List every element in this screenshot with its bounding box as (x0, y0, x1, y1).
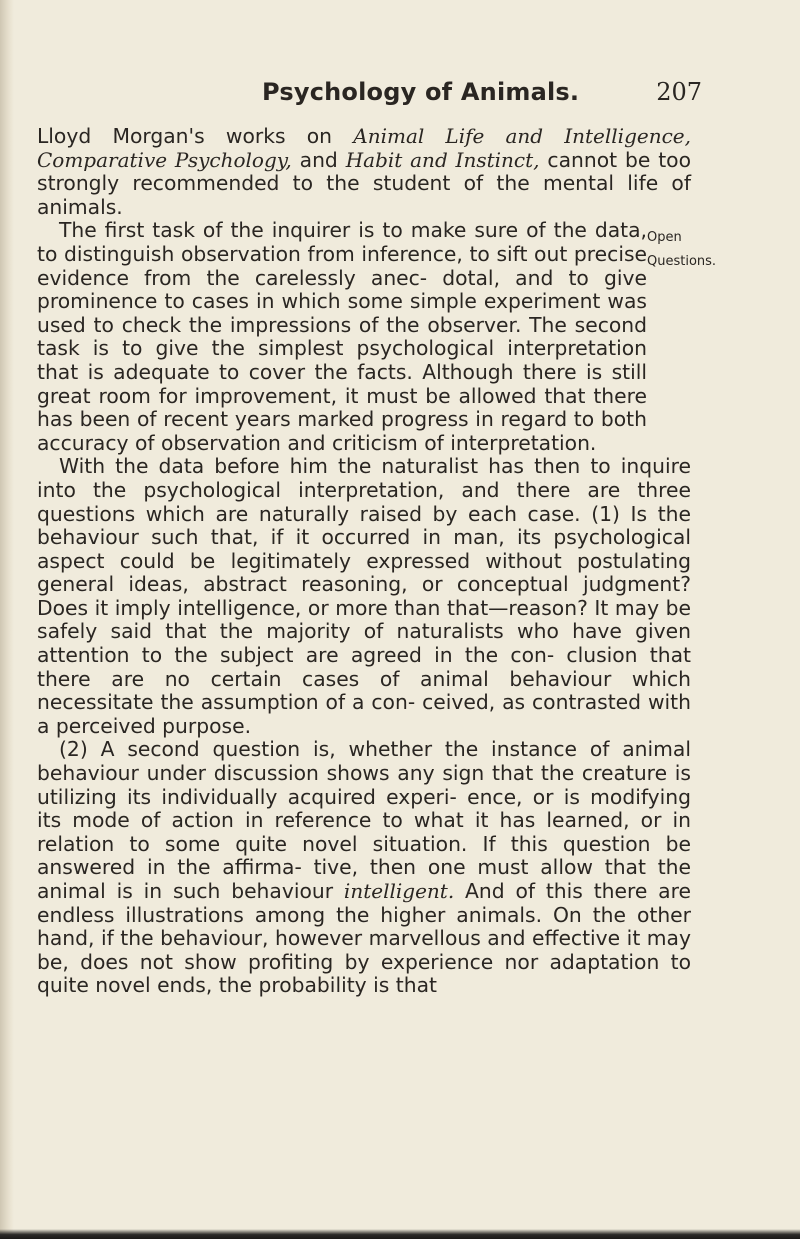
book-title-animal-life: Animal Life and Intelligence, (353, 124, 691, 148)
page-binding-shadow (0, 0, 14, 1239)
body-text (37, 125, 691, 998)
p4-text-b: And of this there are endless illustrations among the higher animals. On the other hand, if the behaviour, however marvellous and effective it may be, does not show profiting by experience nor adaptation to quite novel ends, the probability is that (37, 879, 691, 998)
paragraph-1 (37, 125, 691, 219)
book-title-comparative-psychology: Comparative Psychology, (37, 147, 292, 172)
paragraph-4 (37, 738, 691, 998)
book-title-habit-instinct: Habit and Instinct, (345, 147, 540, 172)
emphasis-intelligent: intelligent. (343, 879, 455, 903)
p1-text-a: Lloyd Morgan's works on (37, 124, 354, 148)
paragraph-3: With the data before him the naturalist has then to inquire into the psychological interpretation, and there are three questions which are naturally raised by each case. (1) Is the behaviour such that, if it occurred in man, its psychological aspect could be legitimately expressed without postulating general ideas, abstract reasoning, or conceptual judgment? Does it imply intelligence, or more than that—reason? It may be safely said that the majority of naturalists who have given attention to the subject are agreed in the con- clusion that there are no certain cases of animal behaviour which necessitate the assumption of a con- ceived, as contrasted with a perceived purpose. (37, 454, 691, 738)
p1-text-b: and (291, 147, 346, 172)
paragraph-2: The first task of the inquirer is to make sure of the data, to distinguish observation from inference, to sift out precise evidence from the carelessly anec- dotal, and to give prominence to cases in which some simple experiment was used to check the impressions of the observer. The second task is to give the simplest psychological interpretation that is adequate to cover the facts. Although there is still great room for improvement, it must be allowed that there has been of recent years marked progress in regard to both accuracy of observation and criticism of interpretation. (37, 218, 647, 455)
p1-text-c: cannot be too strongly recommended to the student of the mental life of animals. (37, 147, 691, 219)
p4-text-a: (2) A second question is, whether the instance of animal behaviour under discussion shows any sign that the creature is utilizing its individually acquired experi- ence, or is modifying its mode of action in reference to what it has learned, or in relation to some quite novel situation. If this question be answered in the affirma- tive, then one must allow that the animal is in such behaviour (37, 737, 691, 903)
page-bottom-edge (0, 1229, 800, 1239)
page-number: 207 (656, 78, 702, 106)
margin-note-line-1: Open (647, 230, 682, 245)
running-title: Psychology of Animals. (262, 78, 580, 106)
margin-note-line-2: Questions. (647, 253, 717, 269)
page-header (262, 78, 702, 114)
